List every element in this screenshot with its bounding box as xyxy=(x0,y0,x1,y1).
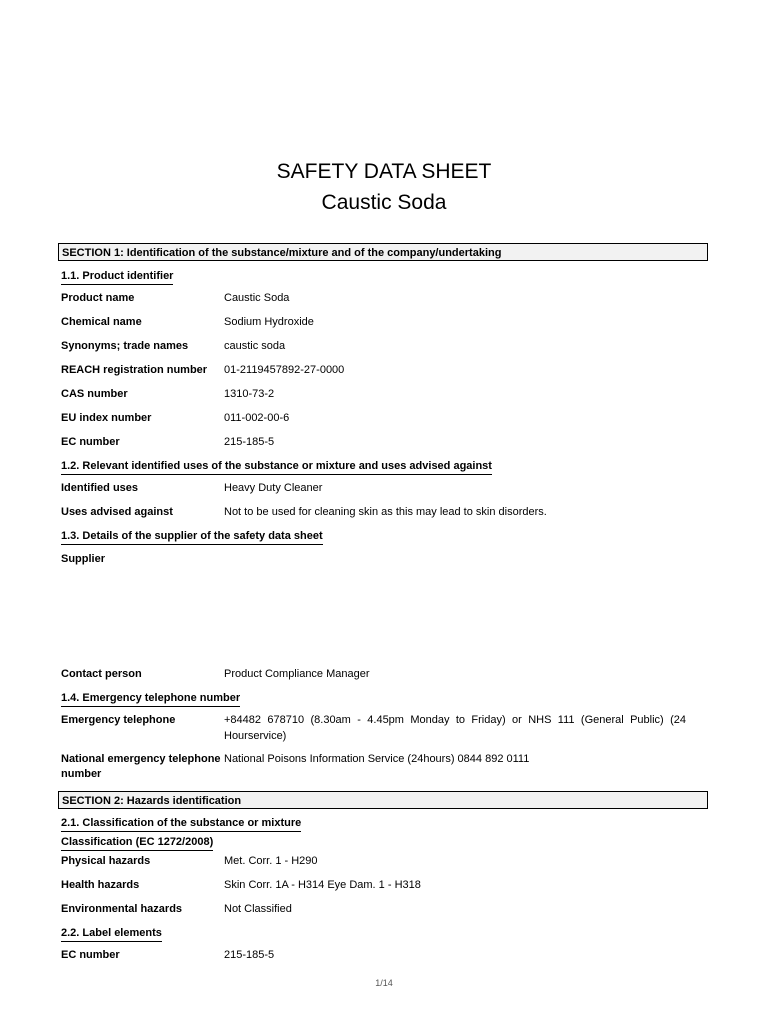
reach-number-label: REACH registration number xyxy=(61,364,208,376)
reach-number-value: 01-2119457892-27-0000 xyxy=(224,364,345,376)
product-name-value: Caustic Soda xyxy=(224,292,290,304)
chemical-name-value: Sodium Hydroxide xyxy=(224,316,314,328)
environmental-hazards-value: Not Classified xyxy=(224,903,292,915)
national-emergency-value: National Poisons Information Service (24hours) 0844 892 0111 xyxy=(224,753,530,765)
subsection-1-3-heading: 1.3. Details of the supplier of the safety data sheet xyxy=(61,530,323,545)
page-number: 1/14 xyxy=(375,978,393,988)
chemical-name-label: Chemical name xyxy=(61,316,142,328)
ec-number-value: 215-185-5 xyxy=(224,436,275,448)
subsection-1-2-heading: 1.2. Relevant identified uses of the substance or mixture and uses advised against xyxy=(61,460,492,475)
subsection-2-1-heading: 2.1. Classification of the substance or mixture xyxy=(61,817,301,832)
synonyms-label: Synonyms; trade names xyxy=(61,340,189,352)
contact-person-label: Contact person xyxy=(61,668,142,680)
contact-person-value: Product Compliance Manager xyxy=(224,668,370,680)
physical-hazards-label: Physical hazards xyxy=(61,855,151,867)
eu-index-value: 011-002-00-6 xyxy=(224,412,290,424)
cas-number-label: CAS number xyxy=(61,388,128,400)
uses-advised-against-value: Not to be used for cleaning skin as this may lead to skin disorders. xyxy=(224,506,547,518)
synonyms-value: caustic soda xyxy=(224,340,286,352)
physical-hazards-value: Met. Corr. 1 - H290 xyxy=(224,855,318,867)
label-ec-number-value: 215-185-5 xyxy=(224,949,275,961)
environmental-hazards-label: Environmental hazards xyxy=(61,903,183,915)
cas-number-value: 1310-73-2 xyxy=(224,388,275,400)
subsection-2-2-heading: 2.2. Label elements xyxy=(61,927,162,942)
identified-uses-label: Identified uses xyxy=(61,482,139,494)
document-subtitle: Caustic Soda xyxy=(321,191,447,214)
section-2-heading: SECTION 2: Hazards identification xyxy=(58,791,708,809)
emergency-telephone-value: +84482 678710 (8.30am - 4.45pm Monday to Friday) or NHS 111 (General Public) (24 Hourservice) xyxy=(224,714,686,742)
identified-uses-value: Heavy Duty Cleaner xyxy=(224,482,323,494)
document-title: SAFETY DATA SHEET xyxy=(276,160,492,183)
section-1-heading: SECTION 1: Identification of the substance/mixture and of the company/undertaking xyxy=(58,243,708,261)
label-ec-number-label: EC number xyxy=(61,949,120,961)
classification-heading: Classification (EC 1272/2008) xyxy=(61,836,213,851)
subsection-1-1-heading: 1.1. Product identifier xyxy=(61,270,173,285)
ec-number-label: EC number xyxy=(61,436,120,448)
eu-index-label: EU index number xyxy=(61,412,152,424)
health-hazards-label: Health hazards xyxy=(61,879,140,891)
health-hazards-value: Skin Corr. 1A - H314 Eye Dam. 1 - H318 xyxy=(224,879,421,891)
product-name-label: Product name xyxy=(61,292,135,304)
emergency-telephone-label: Emergency telephone xyxy=(61,714,176,726)
supplier-label: Supplier xyxy=(61,553,106,565)
national-emergency-label: National emergency telephone number xyxy=(61,753,221,780)
subsection-1-4-heading: 1.4. Emergency telephone number xyxy=(61,692,240,707)
uses-advised-against-label: Uses advised against xyxy=(61,506,173,518)
